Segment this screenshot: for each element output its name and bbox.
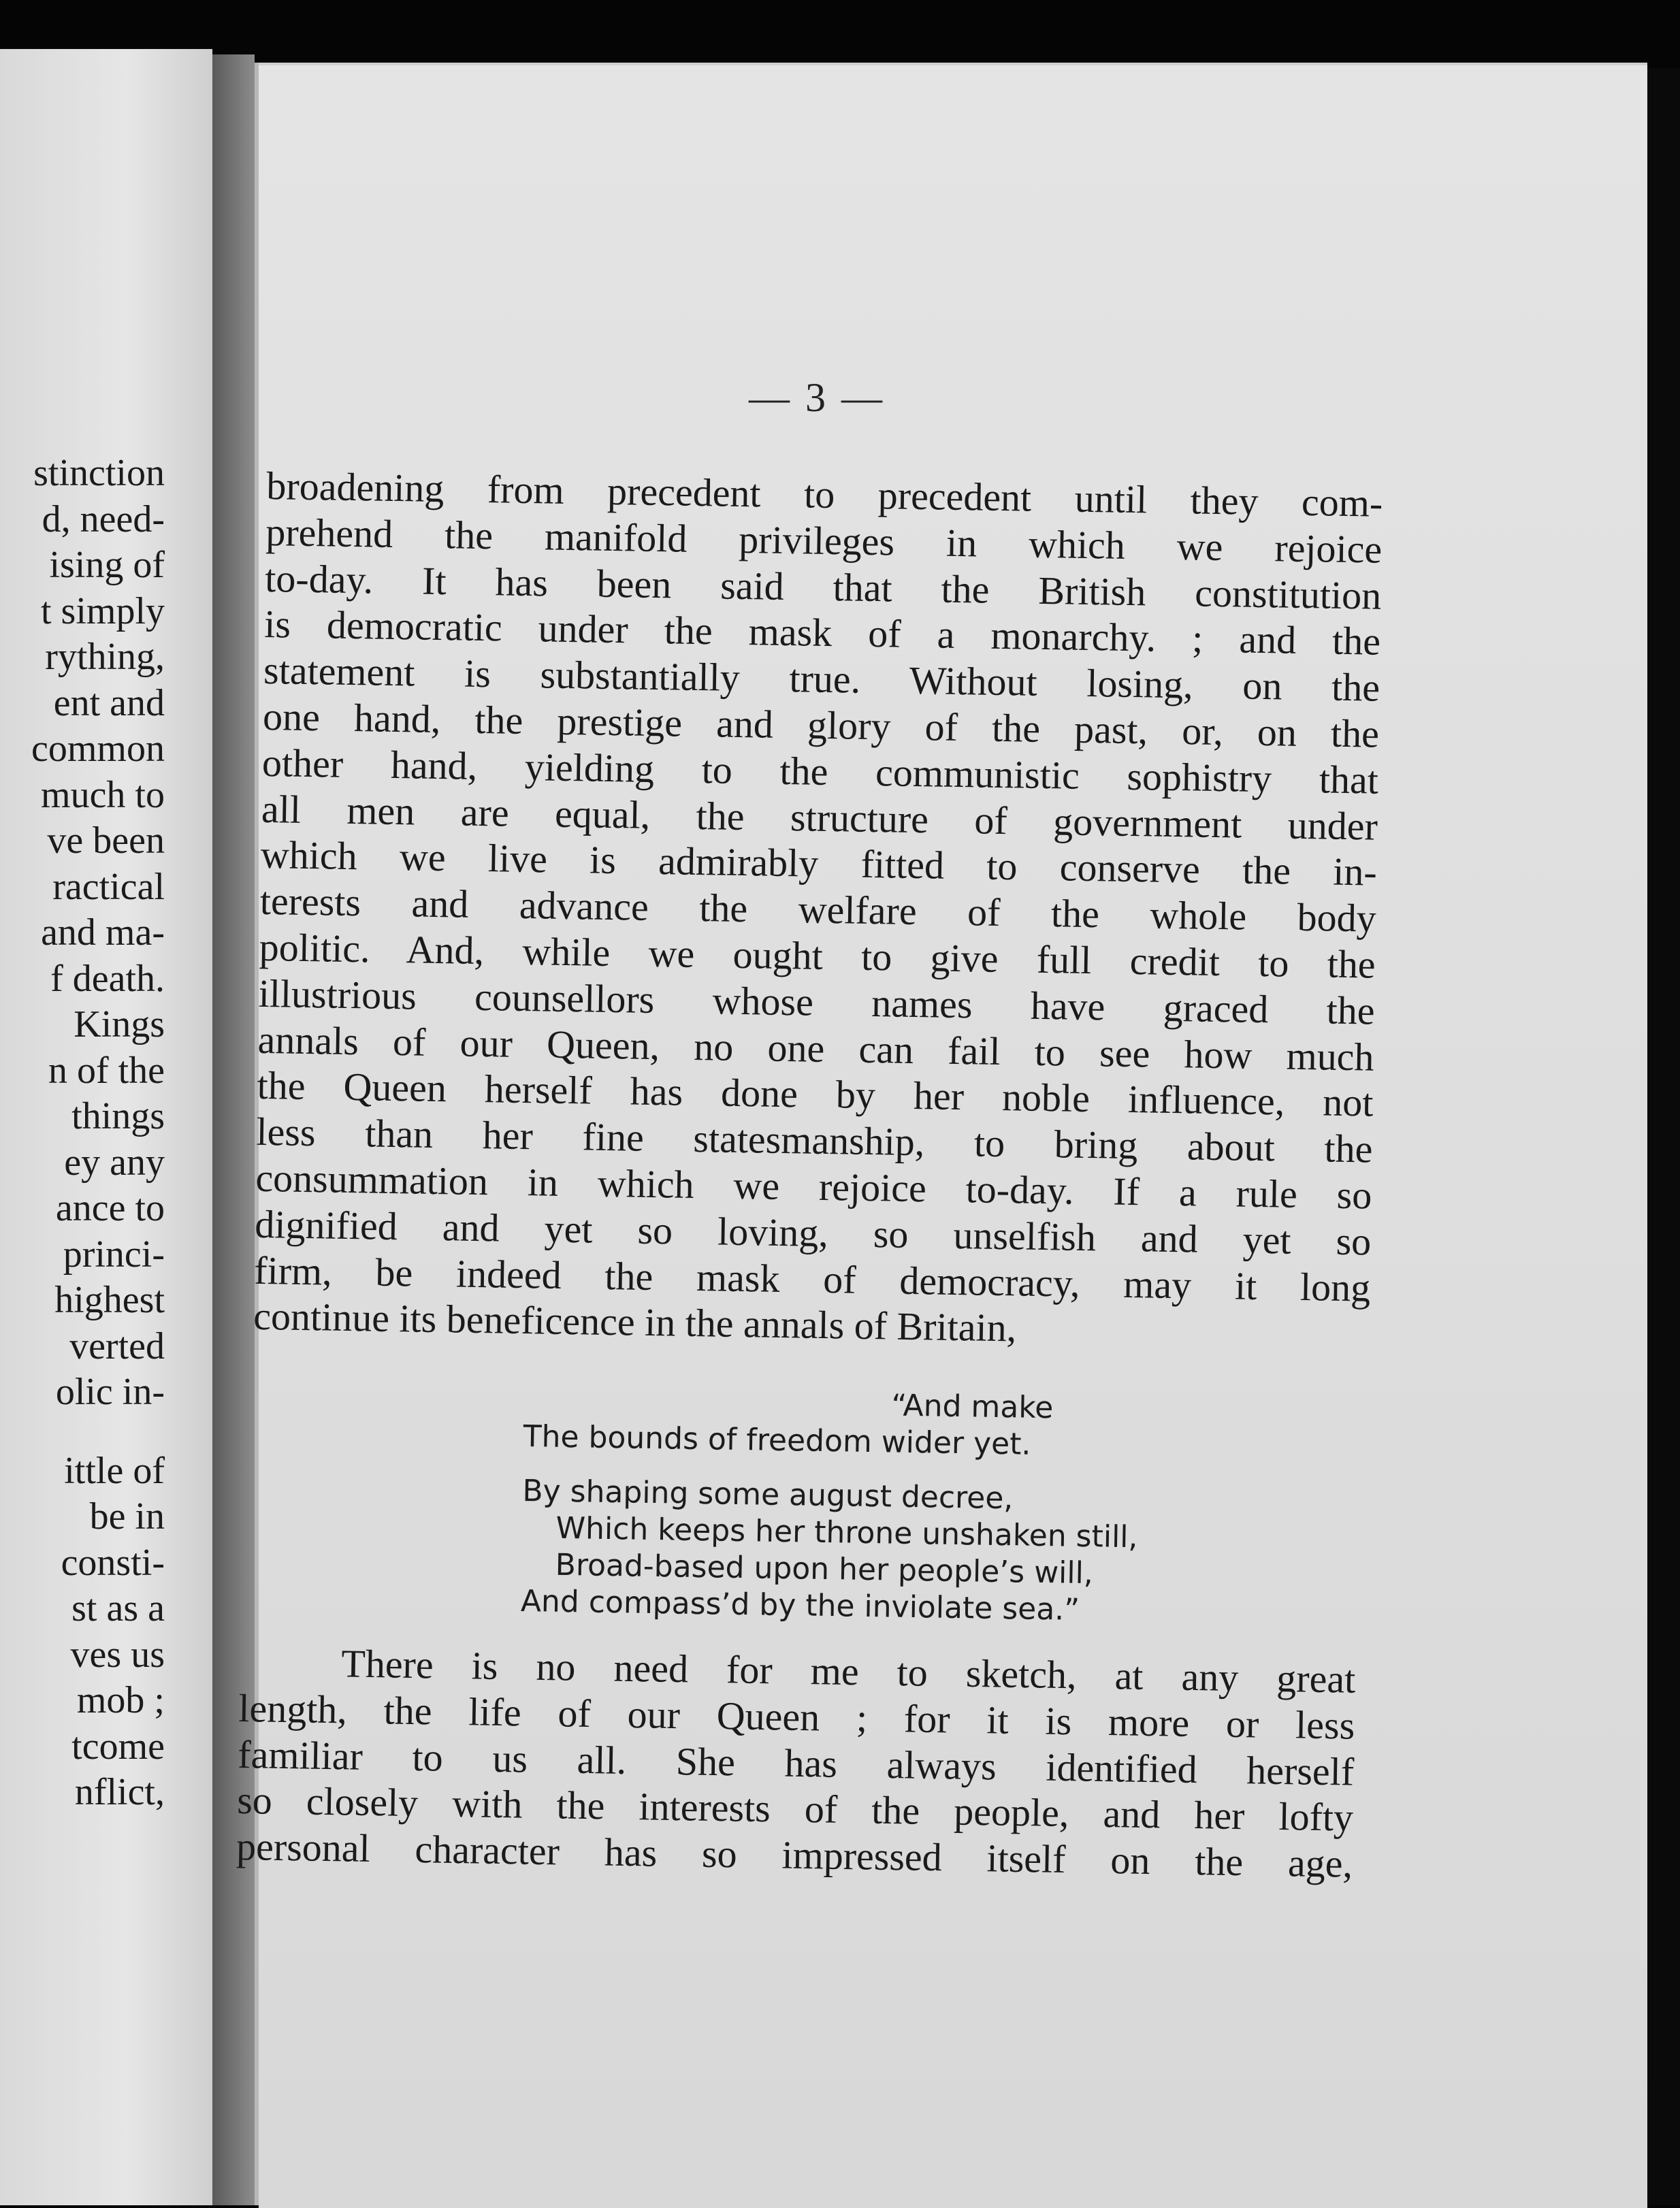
text-line: There is no need for me to sketch, at any great <box>340 1641 1356 1702</box>
text-line: firm, be indeed the mask of democracy, may it long <box>253 1248 1371 1310</box>
poem-line: Broad-based upon her people’s will, <box>555 1547 1094 1591</box>
text-line: much to <box>41 773 165 816</box>
text-line: dignified and yet so loving, so unselfish and yet so <box>254 1201 1372 1264</box>
text-line: be in <box>89 1495 165 1538</box>
text-line: ey any <box>64 1141 165 1184</box>
text-line: which we live is admirably fitted to conserve the in- <box>260 832 1378 895</box>
text-line: personal character has so impressed itself on the age, <box>236 1824 1353 1886</box>
text-line: length, the life of our Queen ; for it is more or less <box>238 1685 1355 1748</box>
scan-border <box>1647 68 1680 2205</box>
text-line: is democratic under the mask of a monarchy. ; and the <box>263 602 1381 664</box>
text-line: illustrious counsellors whose names have graced the <box>258 971 1376 1033</box>
poem-line: Which keeps her throne unshaken still, <box>555 1510 1138 1555</box>
text-line: and ma- <box>41 911 165 954</box>
previous-page <box>0 49 212 2205</box>
text-line: t simply <box>40 589 165 632</box>
text-line: mob ; <box>76 1679 165 1721</box>
text-line: to-day. It has been said that the British constitution <box>264 555 1382 618</box>
paragraph-1 <box>253 463 1383 1357</box>
text-line: st as a <box>71 1587 165 1629</box>
text-line: ance to <box>55 1187 165 1229</box>
text-line: other hand, yielding to the communistic sophistry that <box>261 740 1379 802</box>
text-line: d, need- <box>42 498 165 540</box>
text-line: prehend the manifold privileges in which we rejoice <box>265 509 1383 572</box>
text-line: annals of our Queen, no one can fail to see how much <box>257 1017 1375 1079</box>
text-line: continue its beneficence in the annals of Britain, <box>253 1294 1017 1350</box>
text-line: consti- <box>61 1541 165 1584</box>
paragraph-2 <box>236 1639 1356 1887</box>
text-line: rything, <box>45 636 165 678</box>
text-line: Kings <box>74 1003 165 1045</box>
previous-page-text <box>0 451 204 1816</box>
poem-line: The bounds of freedom wider yet. <box>523 1418 1031 1462</box>
text-line: less than her fine statesmanship, to bring about the <box>256 1109 1373 1171</box>
text-line: the Queen herself has done by her noble influence, not <box>257 1063 1374 1126</box>
text-line: ves us <box>70 1633 165 1676</box>
text-line: princi- <box>63 1233 165 1276</box>
text-line: one hand, the prestige and glory of the past, or, on the <box>262 694 1380 756</box>
text-line: all men are equal, the structure of government under <box>261 786 1378 849</box>
text-line: ent and <box>53 681 165 724</box>
page-number: — 3 — <box>749 375 885 420</box>
text-line: ittle of <box>64 1449 165 1492</box>
text-line: ising of <box>49 544 165 586</box>
text-line: so closely with the interests of the people, and her lofty <box>236 1778 1354 1840</box>
text-line: olic in- <box>55 1371 165 1413</box>
poem-quotation <box>521 1382 1205 1631</box>
text-line: n of the <box>48 1049 165 1092</box>
text-line: tcome <box>71 1725 165 1768</box>
text-line: common <box>31 728 165 770</box>
book-gutter <box>212 54 255 2205</box>
poem-line: And compass’d by the inviolate sea.” <box>520 1583 1080 1627</box>
text-line: ve been <box>47 819 165 862</box>
text-line: f death. <box>50 957 165 1000</box>
text-line: broadening from precedent to precedent until they com- <box>265 463 1383 525</box>
text-line: politic. And, while we ought to give full credit to the <box>259 924 1376 987</box>
text-line: consummation in which we rejoice to-day. If a rule so <box>255 1155 1372 1218</box>
text-line: things <box>71 1095 165 1137</box>
text-line: familiar to us all. She has always identified herself <box>237 1732 1355 1794</box>
poem-line: By shaping some august decree, <box>522 1473 1014 1516</box>
text-line: terests and advance the welfare of the whole body <box>259 879 1377 941</box>
text-line: highest <box>54 1279 165 1321</box>
text-line: verted <box>69 1325 165 1367</box>
text-line: stinction <box>33 452 165 494</box>
text-line: ractical <box>52 865 165 908</box>
text-line: nflict, <box>74 1771 165 1813</box>
text-gap <box>0 1416 165 1448</box>
poem-line: “And make <box>891 1388 1054 1426</box>
text-line: statement is substantially true. Without losing, on the <box>263 648 1380 710</box>
